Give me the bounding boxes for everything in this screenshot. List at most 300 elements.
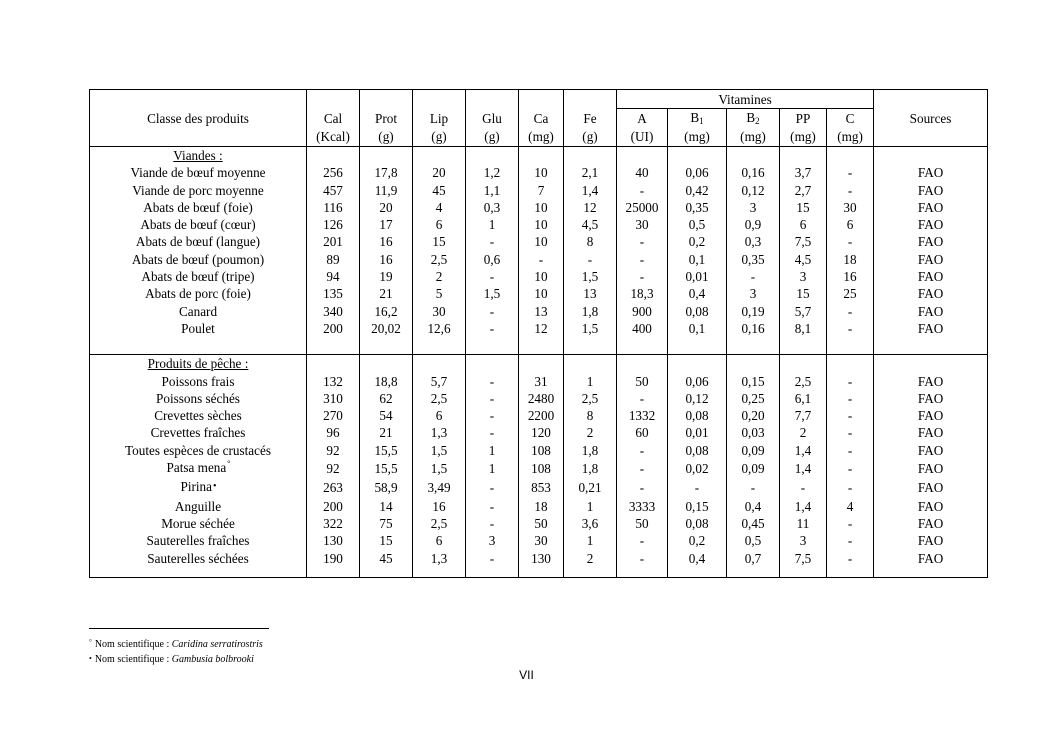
header-col-label: Glu — [482, 110, 502, 126]
value-cell-a: 18,3 — [617, 285, 668, 302]
header-product-class: Classe des produits — [90, 90, 307, 147]
empty-cell — [827, 147, 874, 165]
value-cell-b1: 0,08 — [668, 407, 727, 424]
value-cell-a: 25000 — [617, 199, 668, 216]
value-cell-a: - — [617, 268, 668, 285]
value-cell-cal: 457 — [307, 182, 360, 199]
table-row — [90, 407, 988, 424]
value-cell-b1: 0,02 — [668, 459, 727, 478]
value-cell-cal: 126 — [307, 216, 360, 233]
value-cell-prot: 16 — [360, 251, 413, 268]
header-col-label: B — [746, 110, 756, 125]
value-cell-a: 60 — [617, 424, 668, 441]
value-cell-b1: 0,1 — [668, 251, 727, 268]
value-cell-prot: 20 — [360, 199, 413, 216]
value-cell-b1: 0,5 — [668, 216, 727, 233]
source-cell: FAO — [874, 459, 988, 478]
row-name-cell — [90, 459, 307, 478]
value-cell-c: - — [827, 373, 874, 390]
value-cell-c: 30 — [827, 199, 874, 216]
source-cell: FAO — [874, 407, 988, 424]
table-row — [90, 424, 988, 441]
row-name: Crevettes sèches — [154, 408, 242, 424]
value-cell-cal: 263 — [307, 478, 360, 497]
table-row — [90, 459, 988, 478]
value-cell-glu: - — [466, 478, 519, 497]
header-col-unit: (g) — [360, 128, 413, 147]
group-title-cell — [90, 147, 307, 165]
value-cell-fe: 1 — [564, 373, 617, 390]
empty-cell — [668, 567, 727, 578]
value-cell-cal: 256 — [307, 164, 360, 181]
header-col-unit: (mg) — [668, 128, 727, 147]
value-cell-b2: 0,20 — [727, 407, 780, 424]
source-cell: FAO — [874, 390, 988, 407]
value-cell-c: 6 — [827, 216, 874, 233]
group-title-row — [90, 355, 988, 373]
header-col-unit: (g) — [466, 128, 519, 147]
value-cell-pp: 4,5 — [780, 251, 827, 268]
value-cell-a: 50 — [617, 373, 668, 390]
value-cell-pp: 1,4 — [780, 442, 827, 459]
empty-cell — [519, 355, 564, 373]
group-title-cell — [90, 355, 307, 373]
value-cell-b2: 3 — [727, 285, 780, 302]
value-cell-ca: 2480 — [519, 390, 564, 407]
value-cell-fe: 1,4 — [564, 182, 617, 199]
value-cell-prot: 15 — [360, 532, 413, 549]
empty-cell — [307, 147, 360, 165]
value-cell-ca: 853 — [519, 478, 564, 497]
value-cell-cal: 270 — [307, 407, 360, 424]
page-number: VII — [519, 668, 534, 682]
header-col-unit: (mg) — [519, 128, 564, 147]
value-cell-prot: 18,8 — [360, 373, 413, 390]
row-name: Poissons frais — [161, 373, 235, 389]
table-header — [90, 90, 988, 147]
empty-cell — [564, 567, 617, 578]
value-cell-glu: - — [466, 424, 519, 441]
footnote-2-species: Gambusia bolbrooki — [171, 654, 254, 665]
value-cell-fe: 8 — [564, 233, 617, 250]
empty-cell — [727, 147, 780, 165]
row-name: Sauterelles séchées — [147, 550, 249, 566]
value-cell-fe: 8 — [564, 407, 617, 424]
row-name: Canard — [178, 303, 218, 319]
source-cell: FAO — [874, 515, 988, 532]
empty-cell — [307, 355, 360, 373]
value-cell-a: 40 — [617, 164, 668, 181]
empty-cell — [780, 337, 827, 355]
value-cell-prot: 20,02 — [360, 320, 413, 337]
table-row — [90, 199, 988, 216]
empty-cell — [519, 147, 564, 165]
value-cell-c: 25 — [827, 285, 874, 302]
empty-cell — [307, 567, 360, 578]
table-row — [90, 182, 988, 199]
table-row — [90, 532, 988, 549]
empty-cell — [413, 337, 466, 355]
row-name-cell — [90, 164, 307, 181]
header-col-label: Ca — [533, 110, 549, 126]
value-cell-lip: 2 — [413, 268, 466, 285]
value-cell-pp: 1,4 — [780, 498, 827, 515]
value-cell-c: - — [827, 515, 874, 532]
value-cell-glu: - — [466, 390, 519, 407]
value-cell-a: 50 — [617, 515, 668, 532]
header-col-b2 — [727, 109, 780, 129]
value-cell-ca: 10 — [519, 285, 564, 302]
value-cell-cal: 201 — [307, 233, 360, 250]
value-cell-b2: 0,16 — [727, 320, 780, 337]
value-cell-lip: 4 — [413, 199, 466, 216]
value-cell-lip: 15 — [413, 233, 466, 250]
table-row — [90, 390, 988, 407]
header-col-unit: (UI) — [617, 128, 668, 147]
row-name-cell — [90, 182, 307, 199]
table-row — [90, 478, 988, 497]
value-cell-b1: 0,4 — [668, 550, 727, 567]
value-cell-glu: - — [466, 498, 519, 515]
value-cell-ca: 130 — [519, 550, 564, 567]
empty-cell — [668, 337, 727, 355]
header-col-unit: (mg) — [780, 128, 827, 147]
footnote-1 — [89, 639, 263, 651]
empty-cell — [727, 355, 780, 373]
value-cell-b2: 0,12 — [727, 182, 780, 199]
header-col-prot — [360, 109, 413, 129]
value-cell-b2: 0,16 — [727, 164, 780, 181]
empty-cell — [668, 355, 727, 373]
header-col-unit: (g) — [413, 128, 466, 147]
value-cell-cal: 116 — [307, 199, 360, 216]
value-cell-pp: 7,5 — [780, 550, 827, 567]
source-cell: FAO — [874, 478, 988, 497]
empty-cell — [874, 147, 988, 165]
header-col-unit: (mg) — [827, 128, 874, 147]
value-cell-pp: 2 — [780, 424, 827, 441]
value-cell-fe: 0,21 — [564, 478, 617, 497]
value-cell-b1: 0,01 — [668, 424, 727, 441]
row-name-cell — [90, 199, 307, 216]
empty-cell — [360, 355, 413, 373]
value-cell-c: - — [827, 407, 874, 424]
value-cell-b1: 0,06 — [668, 373, 727, 390]
value-cell-lip: 20 — [413, 164, 466, 181]
group-spacer-row — [90, 567, 988, 578]
row-name: Crevettes fraîches — [150, 425, 246, 441]
header-col-a — [617, 109, 668, 129]
row-name-cell — [90, 390, 307, 407]
value-cell-cal: 340 — [307, 303, 360, 320]
empty-cell — [413, 567, 466, 578]
empty-cell — [519, 337, 564, 355]
table-row — [90, 442, 988, 459]
empty-cell — [827, 355, 874, 373]
value-cell-ca: 108 — [519, 442, 564, 459]
value-cell-b1: 0,12 — [668, 390, 727, 407]
value-cell-lip: 3,49 — [413, 478, 466, 497]
value-cell-pp: - — [780, 478, 827, 497]
value-cell-a: 1332 — [617, 407, 668, 424]
value-cell-pp: 3 — [780, 532, 827, 549]
value-cell-fe: 3,6 — [564, 515, 617, 532]
value-cell-glu: 1,2 — [466, 164, 519, 181]
value-cell-pp: 8,1 — [780, 320, 827, 337]
value-cell-prot: 14 — [360, 498, 413, 515]
footnote-mark: ° — [227, 459, 231, 469]
row-name: Toutes espèces de crustacés — [125, 442, 271, 458]
value-cell-pp: 11 — [780, 515, 827, 532]
header-col-subscript: 2 — [755, 116, 760, 126]
value-cell-cal: 89 — [307, 251, 360, 268]
value-cell-prot: 15,5 — [360, 459, 413, 478]
header-col-pp — [780, 109, 827, 129]
group-title: Viandes : — [173, 148, 223, 163]
value-cell-ca: 7 — [519, 182, 564, 199]
header-col-label: Fe — [583, 110, 597, 126]
empty-cell — [519, 567, 564, 578]
table-row — [90, 164, 988, 181]
value-cell-b2: 3 — [727, 199, 780, 216]
value-cell-prot: 15,5 — [360, 442, 413, 459]
value-cell-glu: - — [466, 373, 519, 390]
value-cell-b2: 0,19 — [727, 303, 780, 320]
empty-cell — [564, 355, 617, 373]
source-cell: FAO — [874, 268, 988, 285]
value-cell-lip: 1,5 — [413, 442, 466, 459]
source-cell: FAO — [874, 498, 988, 515]
row-name: Abats de bœuf (cœur) — [140, 217, 256, 233]
value-cell-glu: 3 — [466, 532, 519, 549]
value-cell-fe: 1,5 — [564, 320, 617, 337]
row-name-cell — [90, 532, 307, 549]
value-cell-ca: - — [519, 251, 564, 268]
value-cell-b1: 0,08 — [668, 515, 727, 532]
empty-cell — [874, 567, 988, 578]
value-cell-b2: 0,35 — [727, 251, 780, 268]
source-cell: FAO — [874, 182, 988, 199]
value-cell-ca: 31 — [519, 373, 564, 390]
source-cell: FAO — [874, 320, 988, 337]
table-row — [90, 373, 988, 390]
value-cell-lip: 2,5 — [413, 251, 466, 268]
empty-cell — [564, 147, 617, 165]
empty-cell — [360, 337, 413, 355]
empty-cell — [874, 355, 988, 373]
value-cell-a: 30 — [617, 216, 668, 233]
header-col-lip — [413, 109, 466, 129]
source-cell: FAO — [874, 424, 988, 441]
value-cell-pp: 7,7 — [780, 407, 827, 424]
value-cell-a: - — [617, 390, 668, 407]
header-col-b1 — [668, 109, 727, 129]
value-cell-b2: - — [727, 268, 780, 285]
value-cell-ca: 12 — [519, 320, 564, 337]
value-cell-ca: 10 — [519, 216, 564, 233]
value-cell-fe: 1,8 — [564, 303, 617, 320]
value-cell-c: 4 — [827, 498, 874, 515]
source-cell: FAO — [874, 442, 988, 459]
value-cell-pp: 7,5 — [780, 233, 827, 250]
row-name: Sauterelles fraîches — [146, 533, 250, 549]
empty-cell — [90, 337, 307, 355]
nutrition-table — [89, 89, 988, 578]
row-name: Anguille — [174, 498, 222, 514]
source-cell: FAO — [874, 216, 988, 233]
value-cell-a: 3333 — [617, 498, 668, 515]
value-cell-a: - — [617, 459, 668, 478]
empty-cell — [466, 355, 519, 373]
source-cell: FAO — [874, 373, 988, 390]
value-cell-cal: 94 — [307, 268, 360, 285]
value-cell-fe: 2 — [564, 550, 617, 567]
empty-cell — [780, 567, 827, 578]
value-cell-b1: - — [668, 478, 727, 497]
table-row — [90, 216, 988, 233]
value-cell-fe: 2,1 — [564, 164, 617, 181]
empty-cell — [466, 337, 519, 355]
row-name-cell — [90, 498, 307, 515]
value-cell-ca: 10 — [519, 199, 564, 216]
value-cell-pp: 6,1 — [780, 390, 827, 407]
value-cell-glu: - — [466, 233, 519, 250]
value-cell-glu: - — [466, 407, 519, 424]
value-cell-pp: 3,7 — [780, 164, 827, 181]
value-cell-fe: 4,5 — [564, 216, 617, 233]
empty-cell — [564, 337, 617, 355]
header-col-label: Lip — [429, 110, 449, 126]
value-cell-lip: 6 — [413, 532, 466, 549]
value-cell-c: 16 — [827, 268, 874, 285]
empty-cell — [307, 337, 360, 355]
value-cell-cal: 92 — [307, 442, 360, 459]
empty-cell — [413, 355, 466, 373]
value-cell-lip: 12,6 — [413, 320, 466, 337]
footnote-separator — [89, 628, 269, 629]
row-name: Abats de bœuf (tripe) — [141, 269, 255, 285]
value-cell-c: - — [827, 459, 874, 478]
value-cell-fe: 2,5 — [564, 390, 617, 407]
value-cell-c: - — [827, 532, 874, 549]
value-cell-prot: 16 — [360, 233, 413, 250]
source-cell: FAO — [874, 285, 988, 302]
value-cell-cal: 190 — [307, 550, 360, 567]
value-cell-fe: 1,5 — [564, 268, 617, 285]
value-cell-b2: 0,3 — [727, 233, 780, 250]
empty-cell — [360, 147, 413, 165]
header-vitamins-group: Vitamines — [617, 90, 874, 109]
source-cell: FAO — [874, 303, 988, 320]
value-cell-glu: - — [466, 303, 519, 320]
value-cell-lip: 6 — [413, 407, 466, 424]
value-cell-glu: - — [466, 550, 519, 567]
value-cell-glu: 1 — [466, 216, 519, 233]
value-cell-c: - — [827, 182, 874, 199]
source-cell: FAO — [874, 550, 988, 567]
value-cell-ca: 10 — [519, 233, 564, 250]
source-cell: FAO — [874, 233, 988, 250]
value-cell-pp: 15 — [780, 285, 827, 302]
value-cell-prot: 19 — [360, 268, 413, 285]
value-cell-cal: 96 — [307, 424, 360, 441]
row-name: Poissons séchés — [156, 390, 240, 406]
value-cell-ca: 2200 — [519, 407, 564, 424]
value-cell-b1: 0,06 — [668, 164, 727, 181]
footnote-1-mark: ° — [89, 638, 92, 646]
group-produits-de-peche — [90, 355, 988, 578]
value-cell-b1: 0,42 — [668, 182, 727, 199]
source-cell: FAO — [874, 199, 988, 216]
table-row — [90, 550, 988, 567]
value-cell-glu: - — [466, 515, 519, 532]
value-cell-lip: 2,5 — [413, 390, 466, 407]
table-row — [90, 233, 988, 250]
value-cell-b2: 0,03 — [727, 424, 780, 441]
value-cell-lip: 16 — [413, 498, 466, 515]
footnote-2 — [89, 654, 254, 666]
value-cell-prot: 11,9 — [360, 182, 413, 199]
table-row — [90, 498, 988, 515]
value-cell-lip: 5,7 — [413, 373, 466, 390]
footnote-1-text: Nom scientifique : — [94, 639, 172, 650]
row-name-cell — [90, 550, 307, 567]
value-cell-c: - — [827, 164, 874, 181]
table-row — [90, 268, 988, 285]
value-cell-a: 400 — [617, 320, 668, 337]
value-cell-b1: 0,08 — [668, 442, 727, 459]
value-cell-pp: 15 — [780, 199, 827, 216]
value-cell-a: - — [617, 182, 668, 199]
header-col-label: PP — [795, 111, 811, 126]
header-col-label: C — [845, 111, 855, 126]
row-name: Morue séchée — [161, 515, 235, 531]
row-name-cell — [90, 442, 307, 459]
empty-cell — [466, 567, 519, 578]
value-cell-fe: 1 — [564, 532, 617, 549]
footnote-1-species: Caridina serratirostris — [171, 639, 263, 650]
value-cell-lip: 2,5 — [413, 515, 466, 532]
footnote-mark: • — [213, 481, 217, 493]
empty-cell — [780, 147, 827, 165]
value-cell-a: - — [617, 442, 668, 459]
value-cell-b2: 0,5 — [727, 532, 780, 549]
value-cell-a: - — [617, 550, 668, 567]
value-cell-ca: 30 — [519, 532, 564, 549]
value-cell-glu: 1 — [466, 459, 519, 478]
value-cell-glu: 1,1 — [466, 182, 519, 199]
header-col-ca — [519, 109, 564, 129]
empty-cell — [466, 147, 519, 165]
value-cell-lip: 6 — [413, 216, 466, 233]
value-cell-b2: 0,09 — [727, 459, 780, 478]
value-cell-a: - — [617, 251, 668, 268]
value-cell-ca: 13 — [519, 303, 564, 320]
empty-cell — [360, 567, 413, 578]
table-row — [90, 285, 988, 302]
value-cell-fe: 12 — [564, 199, 617, 216]
value-cell-fe: 1,8 — [564, 442, 617, 459]
empty-cell — [827, 337, 874, 355]
value-cell-fe: - — [564, 251, 617, 268]
value-cell-c: - — [827, 320, 874, 337]
value-cell-b2: 0,25 — [727, 390, 780, 407]
value-cell-a: 900 — [617, 303, 668, 320]
value-cell-ca: 120 — [519, 424, 564, 441]
value-cell-fe: 13 — [564, 285, 617, 302]
table-row — [90, 251, 988, 268]
header-col-label: Cal — [323, 110, 343, 126]
